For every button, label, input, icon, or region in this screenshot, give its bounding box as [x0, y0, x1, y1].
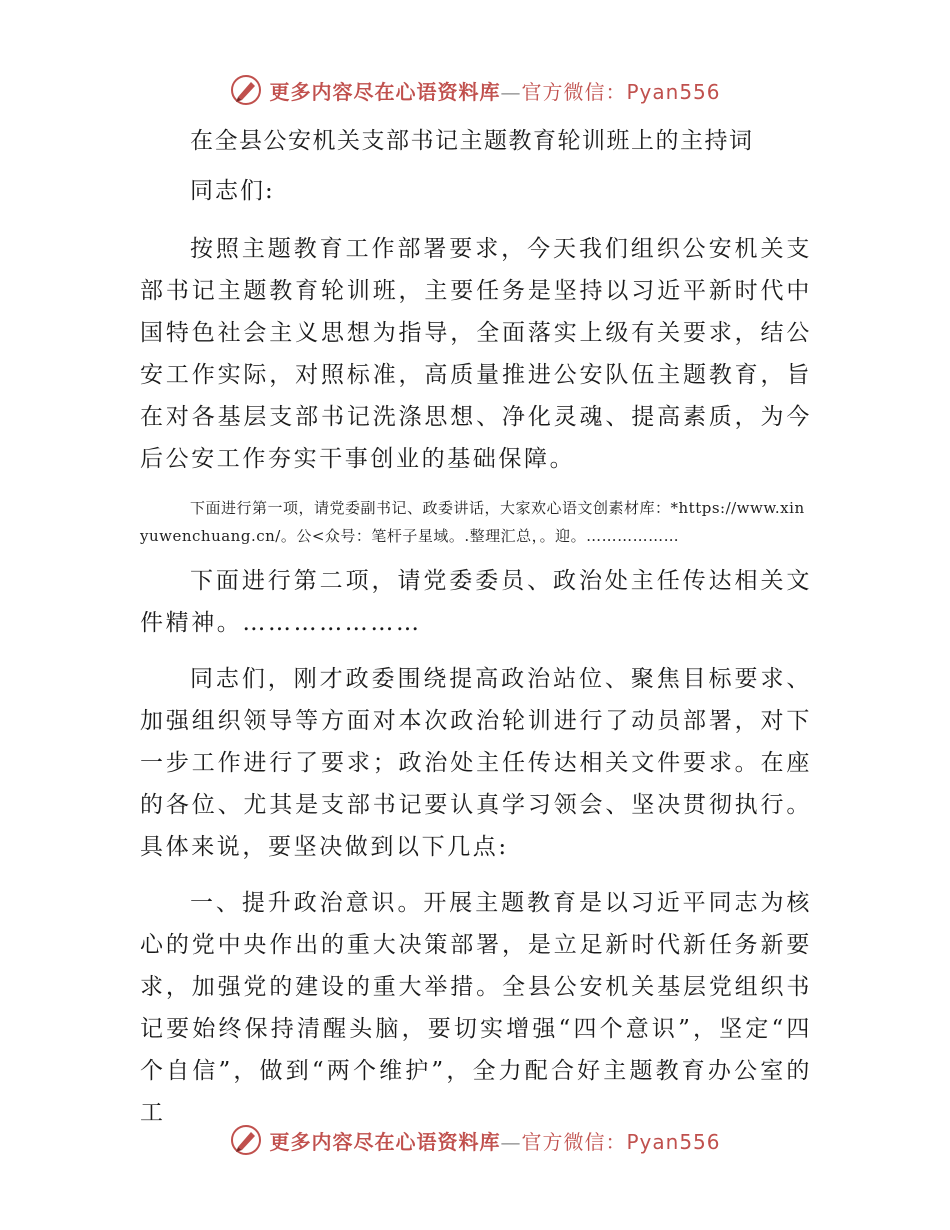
banner-official: 官方微信：: [521, 79, 627, 104]
paragraph-intro: 按照主题教育工作部署要求，今天我们组织公安机关支部书记主题教育轮训班，主要任务是坚持以习近平新时代中国特色社会主义思想为指导，全面落实上级有关要求，结公安工作实际，对照标准，高质量推进公安队伍主题教育，旨在对各基层支部书记洗涤思想、净化灵魂、提高素质，为今后公安工作夯实干事创业的基础保障。: [140, 236, 812, 472]
banner-brand: 更多内容尽在心语资料库: [269, 1129, 501, 1154]
banner-separator: —: [500, 1129, 522, 1154]
pen-logo-icon: [229, 1123, 263, 1157]
banner-separator: —: [500, 79, 522, 104]
banner-brand: 更多内容尽在心语资料库: [269, 79, 501, 104]
paragraph-item-two: 下面进行第二项，请党委委员、政治处主任传达相关文件精神。…………………: [140, 568, 812, 636]
paragraph-summary: 同志们，刚才政委围绕提高政治站位、聚焦目标要求、加强组织领导等方面对本次政治轮训进行了动员部署，对下一步工作进行了要求；政治处主任传达相关文件要求。在座的各位、尤其是支部书记要认真学习领会、坚决贯彻执行。具体来说，要坚决做到以下几点:: [140, 666, 812, 860]
document-body: [140, 116, 812, 1148]
paragraph-point-one: 一、提升政治意识。开展主题教育是以习近平同志为核心的党中央作出的重大决策部署，是立足新时代新任务新要求，加强党的建设的重大举措。全县公安机关基层党组织书记要始终保持清醒头脑，要切实增强“四个意识”，坚定“四个自信”，做到“两个维护”，全力配合好主题教育办公室的工: [140, 890, 812, 1126]
banner-handle: Pyan556: [626, 1129, 721, 1154]
banner-text: [269, 1126, 720, 1155]
banner-official: 官方微信：: [521, 1129, 627, 1154]
footer-watermark-banner: [0, 1120, 950, 1160]
banner-text: [269, 76, 720, 105]
paragraph-item-one-note: 下面进行第一项，请党委副书记、政委讲话，大家欢心语文创素材库：*https://www.xinyuwenchuang.cn/。公<众号：笔杆子星域。.整理汇总，。迎。………………: [140, 499, 805, 545]
header-watermark-banner: [0, 70, 950, 110]
pen-logo-icon: [229, 73, 263, 107]
salutation: 同志们:: [190, 178, 275, 204]
banner-handle: Pyan556: [626, 79, 721, 104]
document-title: 在全县公安机关支部书记主题教育轮训班上的主持词: [190, 128, 754, 154]
